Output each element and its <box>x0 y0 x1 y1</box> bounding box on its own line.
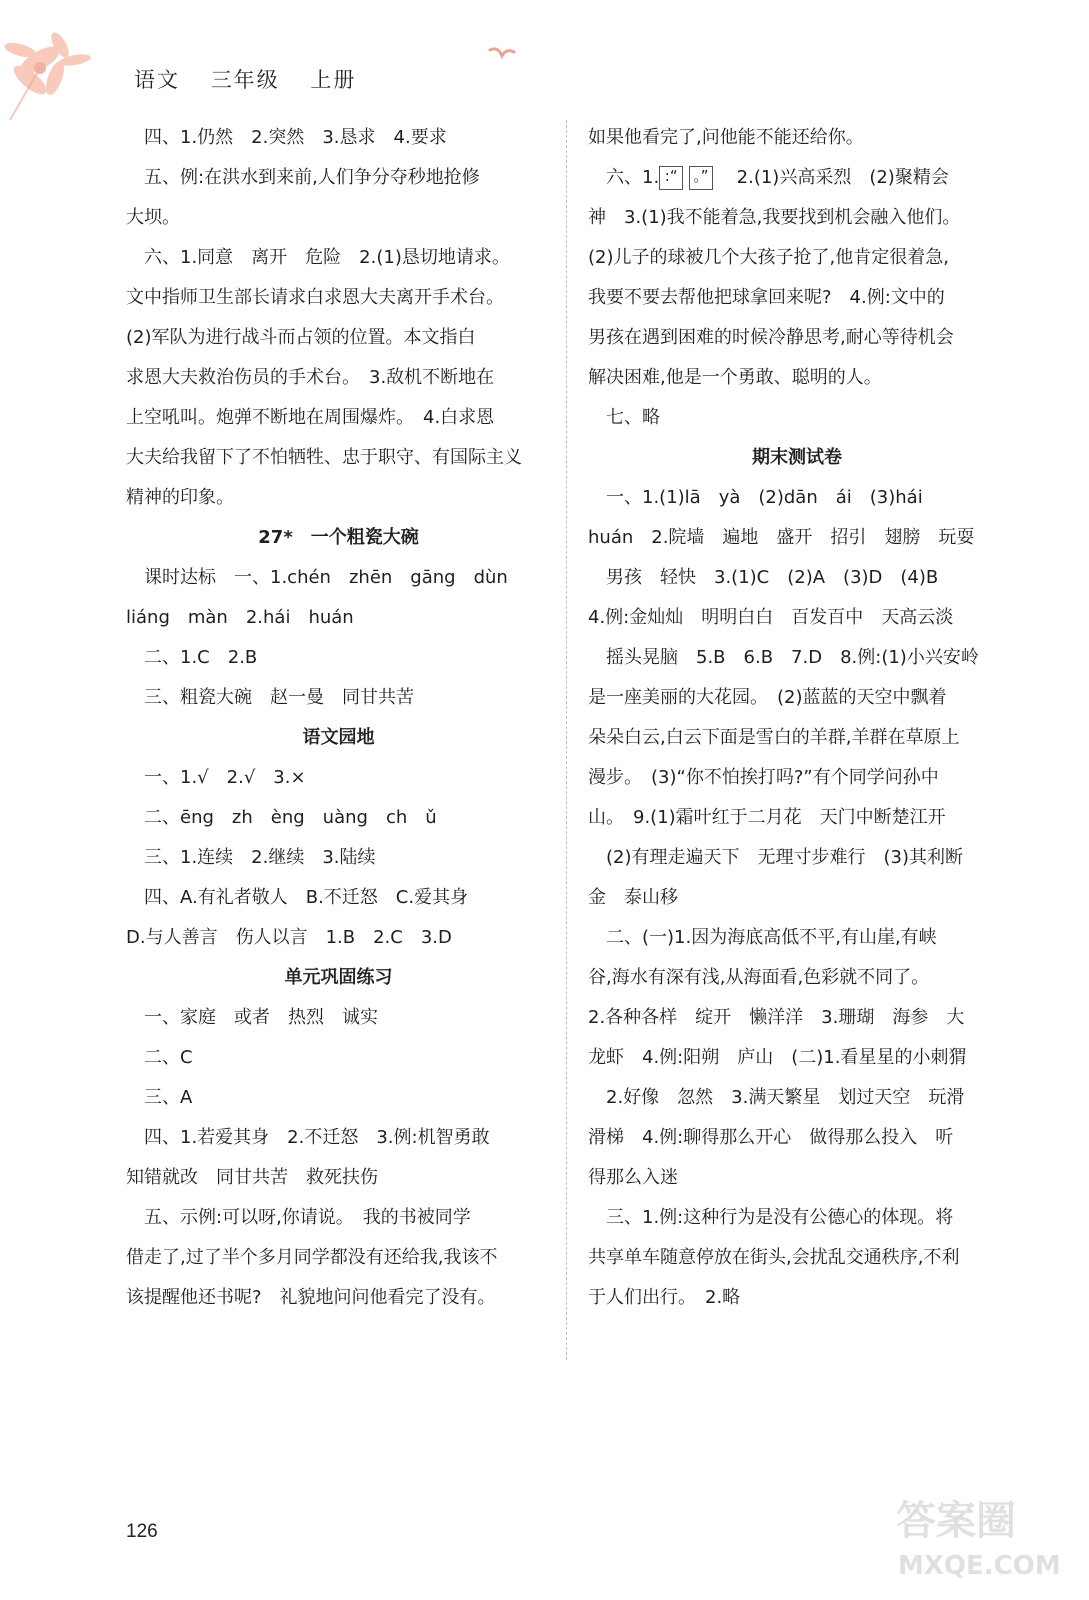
answer-line <box>588 358 1006 398</box>
line-text: liáng màn 2.hái huán <box>126 607 354 628</box>
answer-line <box>126 998 551 1038</box>
answer-line <box>588 638 1006 678</box>
answer-line <box>588 878 1006 918</box>
line-text: 三、粗瓷大碗 赵一曼 同甘共苦 <box>126 687 414 708</box>
line-text: 男孩 轻快 3.(1)C (2)A (3)D (4)B <box>588 567 939 588</box>
punctuation-box: 。” <box>689 166 713 190</box>
line-text: 六、1. <box>588 167 660 188</box>
answer-line <box>588 238 1006 278</box>
line-text: 4.例:金灿灿 明明白白 百发百中 天高云淡 <box>588 607 954 628</box>
line-text: 神 3.(1)我不能着急,我要找到机会融入他们。 <box>588 207 961 228</box>
line-text: D.与人善言 伤人以言 1.B 2.C 3.D <box>126 927 452 948</box>
answer-line <box>588 678 1006 718</box>
line-text: 三、A <box>126 1087 193 1108</box>
line-text: 五、例:在洪水到来前,人们争分夺秒地抢修 <box>126 167 480 188</box>
answer-line <box>126 1238 551 1278</box>
line-text: 如果他看完了,问他能不能还给你。 <box>588 127 864 148</box>
answer-line <box>126 1158 551 1198</box>
line-text: huán 2.院墙 遍地 盛开 招引 翅膀 玩耍 <box>588 527 975 548</box>
answer-line <box>588 198 1006 238</box>
answer-line <box>588 958 1006 998</box>
line-text: 金 泰山移 <box>588 887 678 908</box>
line-text: 六、1.同意 离开 危险 2.(1)恳切地请求。 <box>126 247 510 268</box>
line-text: 2.(1)兴高采烈 (2)聚精会 <box>718 167 949 188</box>
line-text: 朵朵白云,白云下面是雪白的羊群,羊群在草原上 <box>588 727 960 748</box>
answer-line <box>588 838 1006 878</box>
line-text: 三、1.连续 2.继续 3.陆续 <box>126 847 376 868</box>
answer-line <box>588 758 1006 798</box>
answer-line <box>126 398 551 438</box>
line-text: 大坝。 <box>126 207 180 228</box>
line-text: 二、ēng zh èng uàng ch ǔ <box>126 807 437 828</box>
line-text: 山。 9.(1)霜叶红于二月花 天门中断楚江开 <box>588 807 946 828</box>
answer-line <box>588 718 1006 758</box>
answer-line <box>126 678 551 718</box>
line-text: 借走了,过了半个多月同学都没有还给我,我该不 <box>126 1247 498 1268</box>
answer-line <box>588 1238 1006 1278</box>
answer-line <box>126 158 551 198</box>
line-text: 一、1.(1)lā yà (2)dān ái (3)hái <box>588 487 923 508</box>
answer-line <box>126 1078 551 1118</box>
line-text: 摇头晃脑 5.B 6.B 7.D 8.例:(1)小兴安岭 <box>588 647 979 668</box>
answer-line <box>126 758 551 798</box>
line-text: 一、家庭 或者 热烈 诚实 <box>126 1007 378 1028</box>
answer-line <box>126 198 551 238</box>
left-column <box>126 118 551 1318</box>
answer-line <box>126 918 551 958</box>
answer-line <box>588 1118 1006 1158</box>
line-text: 滑梯 4.例:聊得那么开心 做得那么投入 听 <box>588 1127 954 1148</box>
answer-line <box>588 1198 1006 1238</box>
answer-line <box>588 398 1006 438</box>
line-text: 得那么入迷 <box>588 1167 678 1188</box>
line-text: (2)军队为进行战斗而占领的位置。本文指白 <box>126 327 476 348</box>
answer-line <box>588 118 1006 158</box>
line-text: 精神的印象。 <box>126 487 234 508</box>
answer-line <box>126 798 551 838</box>
answer-line <box>588 1078 1006 1118</box>
answer-line <box>126 478 551 518</box>
line-text: 于人们出行。 2.略 <box>588 1287 741 1308</box>
watermark-logo <box>892 1484 1068 1584</box>
line-text: 一、1.√ 2.√ 3.× <box>126 767 306 788</box>
answer-line <box>126 1278 551 1318</box>
header-subject: 语文 <box>134 68 180 92</box>
answer-line <box>126 878 551 918</box>
line-text: 大夫给我留下了不怕牺牲、忠于职守、有国际主义 <box>126 447 522 468</box>
answer-line <box>126 438 551 478</box>
answer-line <box>126 838 551 878</box>
answer-line <box>588 1038 1006 1078</box>
answer-line <box>588 598 1006 638</box>
svg-text:MXQE.COM: MXQE.COM <box>898 1551 1061 1581</box>
section-title <box>126 958 551 998</box>
line-text: (2)有理走遍天下 无理寸步难行 (3)其利断 <box>588 847 963 868</box>
line-text: 共享单车随意停放在街头,会扰乱交通秩序,不利 <box>588 1247 960 1268</box>
answer-line <box>588 798 1006 838</box>
line-text: 解决困难,他是一个勇敢、聪明的人。 <box>588 367 882 388</box>
section-title <box>126 718 551 758</box>
answer-line <box>126 238 551 278</box>
line-text: 文中指师卫生部长请求白求恩大夫离开手术台。 <box>126 287 504 308</box>
answer-line <box>588 558 1006 598</box>
header-grade: 三年级 <box>210 68 280 92</box>
line-text: 上空吼叫。炮弹不断地在周围爆炸。 4.白求恩 <box>126 407 495 428</box>
page-number: 126 <box>126 1521 158 1542</box>
answer-line <box>126 638 551 678</box>
answer-line <box>126 1038 551 1078</box>
line-text: 知错就改 同甘共苦 救死扶伤 <box>126 1167 378 1188</box>
line-text: 我要不要去帮他把球拿回来呢? 4.例:文中的 <box>588 287 945 308</box>
line-text: 二、1.C 2.B <box>126 647 258 668</box>
answer-line <box>588 518 1006 558</box>
line-text: 二、(一)1.因为海底高低不平,有山崖,有峡 <box>588 927 937 948</box>
answer-line <box>588 278 1006 318</box>
answer-line <box>588 1278 1006 1318</box>
column-divider <box>566 120 567 1360</box>
answer-line <box>126 118 551 158</box>
answer-line <box>126 558 551 598</box>
section-title <box>126 518 551 558</box>
line-text: 男孩在遇到困难的时候冷静思考,耐心等待机会 <box>588 327 954 348</box>
answer-line <box>126 1118 551 1158</box>
bird-decoration-icon <box>488 44 516 62</box>
header-volume: 上册 <box>310 68 357 92</box>
svg-text:答案圈: 答案圈 <box>896 1498 1016 1544</box>
line-text: 该提醒他还书呢? 礼貌地问问他看完了没有。 <box>126 1287 496 1308</box>
line-text: 是一座美丽的大花园。 (2)蓝蓝的天空中飘着 <box>588 687 947 708</box>
answer-line <box>126 318 551 358</box>
answer-line <box>588 478 1006 518</box>
line-text: 27* 一个粗瓷大碗 <box>258 527 419 548</box>
line-text: 谷,海水有深有浅,从海面看,色彩就不同了。 <box>588 967 930 988</box>
line-text: 二、C <box>126 1047 193 1068</box>
line-text: 2.各种各样 绽开 懒洋洋 3.珊瑚 海参 大 <box>588 1007 965 1028</box>
flower-decoration-icon <box>0 0 140 130</box>
answer-line <box>126 278 551 318</box>
answer-line <box>588 918 1006 958</box>
line-text: 单元巩固练习 <box>284 967 393 988</box>
answer-line <box>126 1198 551 1238</box>
line-text: 龙虾 4.例:阳朔 庐山 (二)1.看星星的小刺猬 <box>588 1047 967 1068</box>
line-text: 四、A.有礼者敬人 B.不迁怒 C.爱其身 <box>126 887 469 908</box>
answer-line <box>588 158 1006 198</box>
line-text: 四、1.仍然 2.突然 3.恳求 4.要求 <box>126 127 447 148</box>
page-header <box>134 64 378 94</box>
line-text: 期末测试卷 <box>752 447 842 468</box>
answer-line <box>126 358 551 398</box>
line-text: 漫步。 (3)“你不怕挨打吗?”有个同学问孙中 <box>588 767 939 788</box>
answer-line <box>126 598 551 638</box>
line-text: 三、1.例:这种行为是没有公德心的体现。将 <box>588 1207 954 1228</box>
line-text: (2)儿子的球被几个大孩子抢了,他肯定很着急, <box>588 247 949 268</box>
line-text: 语文园地 <box>302 727 375 748</box>
punctuation-box: :“ <box>659 166 683 190</box>
line-text: 七、略 <box>588 407 660 428</box>
section-title <box>588 438 1006 478</box>
line-text: 2.好像 忽然 3.满天繁星 划过天空 玩滑 <box>588 1087 965 1108</box>
answer-line <box>588 318 1006 358</box>
line-text: 求恩大夫救治伤员的手术台。 3.敌机不断地在 <box>126 367 495 388</box>
line-text: 课时达标 一、1.chén zhēn gāng dùn <box>126 567 508 588</box>
answer-line <box>588 998 1006 1038</box>
answer-line <box>588 1158 1006 1198</box>
line-text: 四、1.若爱其身 2.不迁怒 3.例:机智勇敢 <box>126 1127 490 1148</box>
line-text: 五、示例:可以呀,你请说。 我的书被同学 <box>126 1207 471 1228</box>
right-column <box>588 118 1006 1318</box>
